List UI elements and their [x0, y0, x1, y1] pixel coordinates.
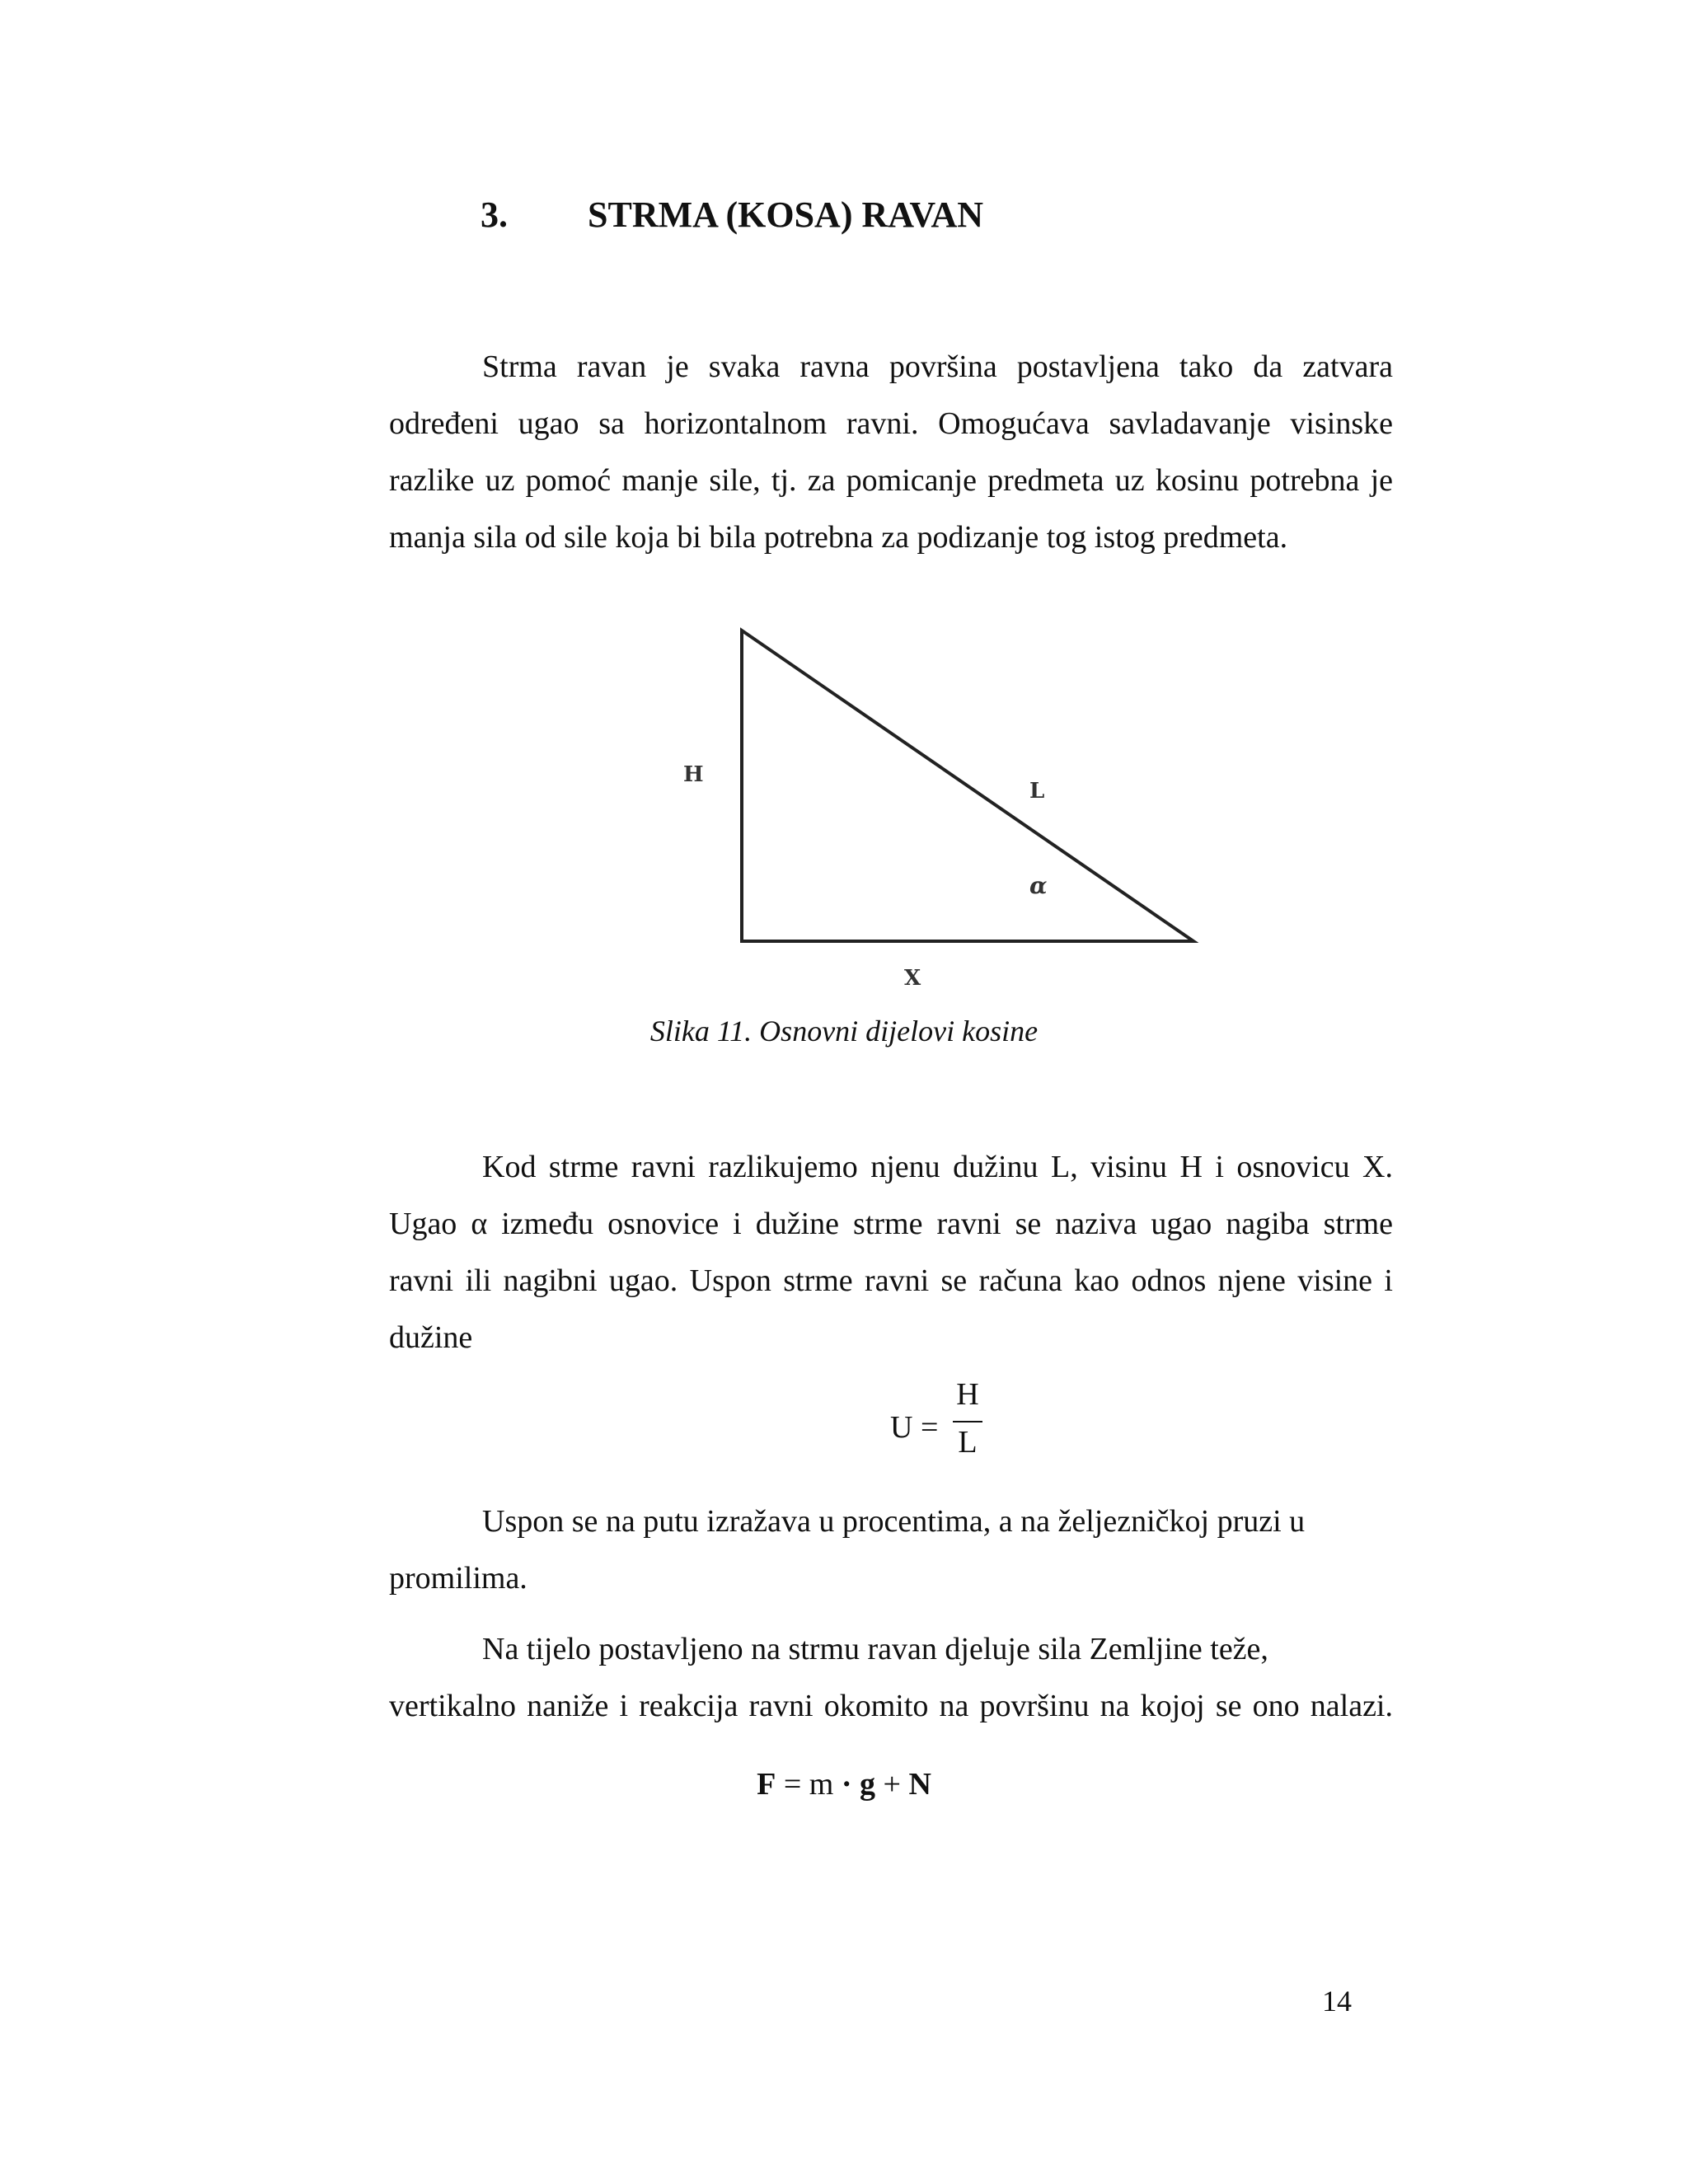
- label-angle: α: [1029, 872, 1048, 899]
- text-line: Na tijelo postavljeno na strmu ravan djeluje sila Zemljine teže,: [482, 1632, 1268, 1666]
- section-heading: [481, 194, 983, 236]
- formula-F: F: [757, 1767, 776, 1802]
- paragraph-forces: [389, 1621, 1393, 1735]
- text-line: manja sila od sile koja bi bila potrebna za podizanje tog istog predmeta.: [389, 520, 1288, 555]
- section-number: 3.: [481, 194, 508, 235]
- formula-dot: ·: [841, 1767, 852, 1802]
- paragraph-slope-units: [389, 1493, 1393, 1607]
- section-title: STRMA (KOSA) RAVAN: [588, 194, 984, 235]
- text-line: ravni ili nagibni ugao. Uspon strme ravni se računa kao odnos njene visine i: [389, 1263, 1393, 1298]
- formula-lhs: U =: [890, 1410, 939, 1445]
- fraction-bar: [953, 1421, 982, 1422]
- figure-caption: Slika 11. Osnovni dijelovi kosine: [649, 1015, 1039, 1047]
- text-line: promilima.: [389, 1561, 528, 1596]
- formula-denominator: L: [958, 1425, 978, 1460]
- text-line: određeni ugao sa horizontalnom ravni. Omogućava savladavanje visinske: [389, 406, 1393, 441]
- force-formula: [0, 1766, 1688, 1802]
- incline-triangle: [742, 630, 1193, 941]
- page-number: 14: [1322, 1985, 1352, 2018]
- text-line: Kod strme ravni razlikujemo njenu dužinu L, visinu H i osnovicu X.: [482, 1150, 1393, 1184]
- text-line: Ugao α između osnovice i dužine strme ravni se naziva ugao nagiba strme: [389, 1207, 1393, 1241]
- paragraph-intro: [389, 339, 1393, 566]
- text-line: dužine: [389, 1320, 473, 1355]
- text-line: Strma ravan je svaka ravna površina postavljena tako da zatvara: [482, 349, 1393, 384]
- formula-numerator: H: [956, 1377, 979, 1412]
- text-line: razlike uz pomoć manje sile, tj. za pomicanje predmeta uz kosinu potrebna je: [389, 463, 1393, 498]
- label-base: X: [904, 966, 921, 991]
- formula-plus: +: [875, 1767, 909, 1802]
- formula-eq: = m: [776, 1767, 842, 1802]
- incline-diagram: [659, 610, 1236, 1005]
- label-height: H: [683, 762, 704, 787]
- text-line: Uspon se na putu izražava u procentima, a na željezničkoj pruzi u: [482, 1504, 1306, 1539]
- formula-g: g: [851, 1767, 875, 1802]
- text-line: vertikalno naniže i reakcija ravni okomito na površinu na kojoj se ono nalazi.: [389, 1689, 1393, 1723]
- formula-N: N: [908, 1767, 931, 1802]
- paragraph-definitions: [389, 1139, 1393, 1366]
- label-length: L: [1029, 779, 1045, 804]
